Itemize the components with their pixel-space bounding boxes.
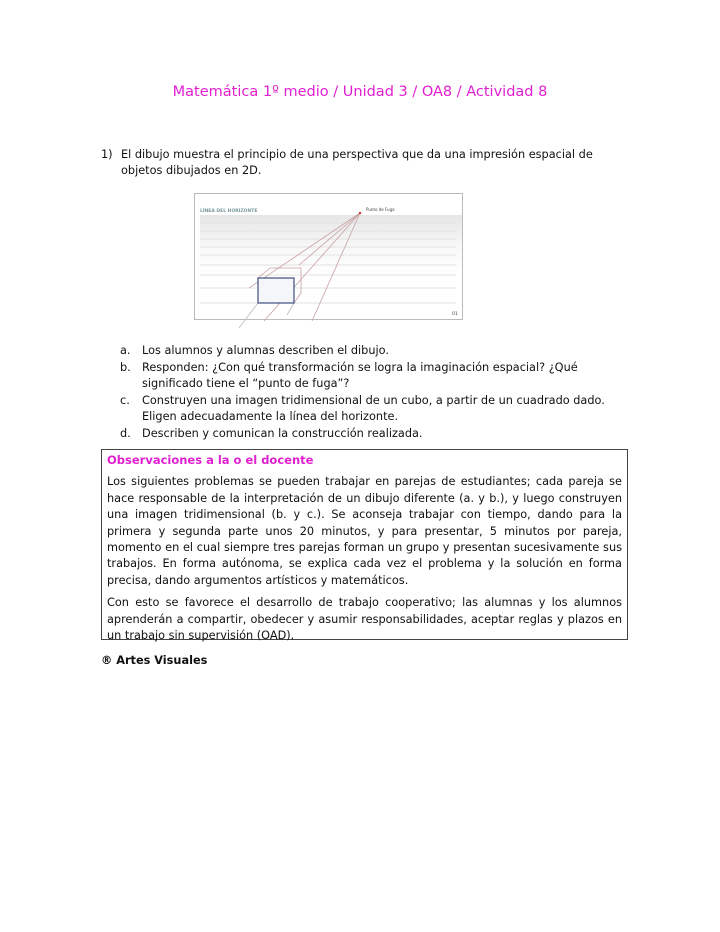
figure-page-label: 01 — [452, 312, 458, 317]
subject-link-note: ® Artes Visuales — [101, 654, 208, 667]
item-letter: d. — [120, 426, 131, 440]
list-item — [120, 393, 610, 426]
perspective-figure — [194, 193, 464, 328]
observations-paragraph: Con esto se favorece el desarrollo de trabajo cooperativo; las alumnas y los alumnos aprenderán a compartir, obedecer y asumir responsabilidades, aceptar reglas y plazos en un trabajo sin supervisión (OAD). — [107, 596, 622, 643]
observations-heading: Observaciones a la o el docente — [107, 453, 314, 467]
item-text: Los alumnos y alumnas describen el dibujo. — [142, 344, 389, 357]
item-letter: a. — [120, 344, 131, 357]
list-item — [120, 426, 610, 443]
page-title: Matemática 1º medio / Unidad 3 / OA8 / Actividad 8 — [172, 84, 548, 100]
activity-list — [120, 343, 610, 442]
vanishing-point — [359, 212, 361, 214]
item-letter: c. — [120, 393, 130, 407]
horizon-label: LÍNEA DEL HORIZONTE — [200, 209, 258, 214]
vanishing-point-label: Punto de Fuga — [366, 207, 395, 212]
item-text: Construyen una imagen tridimensional de un cubo, a partir de un cuadrado dado. Eligen adecuadamente la línea del horizonte. — [142, 393, 605, 423]
teacher-observations-box — [101, 449, 628, 643]
question-text: El dibujo muestra el principio de una perspectiva que da una impresión espacial de objetos dibujados en 2D. — [121, 148, 593, 177]
list-item — [120, 360, 610, 393]
question-number: 1) — [101, 148, 113, 161]
item-letter: b. — [120, 360, 131, 374]
observations-paragraph: Los siguientes problemas se pueden trabajar en parejas de estudiantes; cada pareja se hace responsable de la interpretación de un dibujo diferente (a. y b.), y luego construyen una imagen tridimensional (b. y c.). Se aconseja trabajar con tiempo, dando para la primera y segunda parte unos 20 minutos, y para presentar, 5 minutos por pareja, momento en el cual siempre tres parejas forman un grupo y presentan sucesivamente sus trabajos. En forma autónoma, se explica cada vez el problema y la solución en forma precisa, dando argumentos artísticos y matemáticos. — [107, 475, 622, 587]
square-shape — [258, 278, 294, 303]
list-item — [120, 343, 610, 360]
item-text: Responden: ¿Con qué transformación se logra la imaginación espacial? ¿Qué significado tiene el “punto de fuga”? — [142, 360, 578, 390]
item-text: Describen y comunican la construcción realizada. — [142, 426, 423, 440]
question-1 — [101, 147, 621, 179]
